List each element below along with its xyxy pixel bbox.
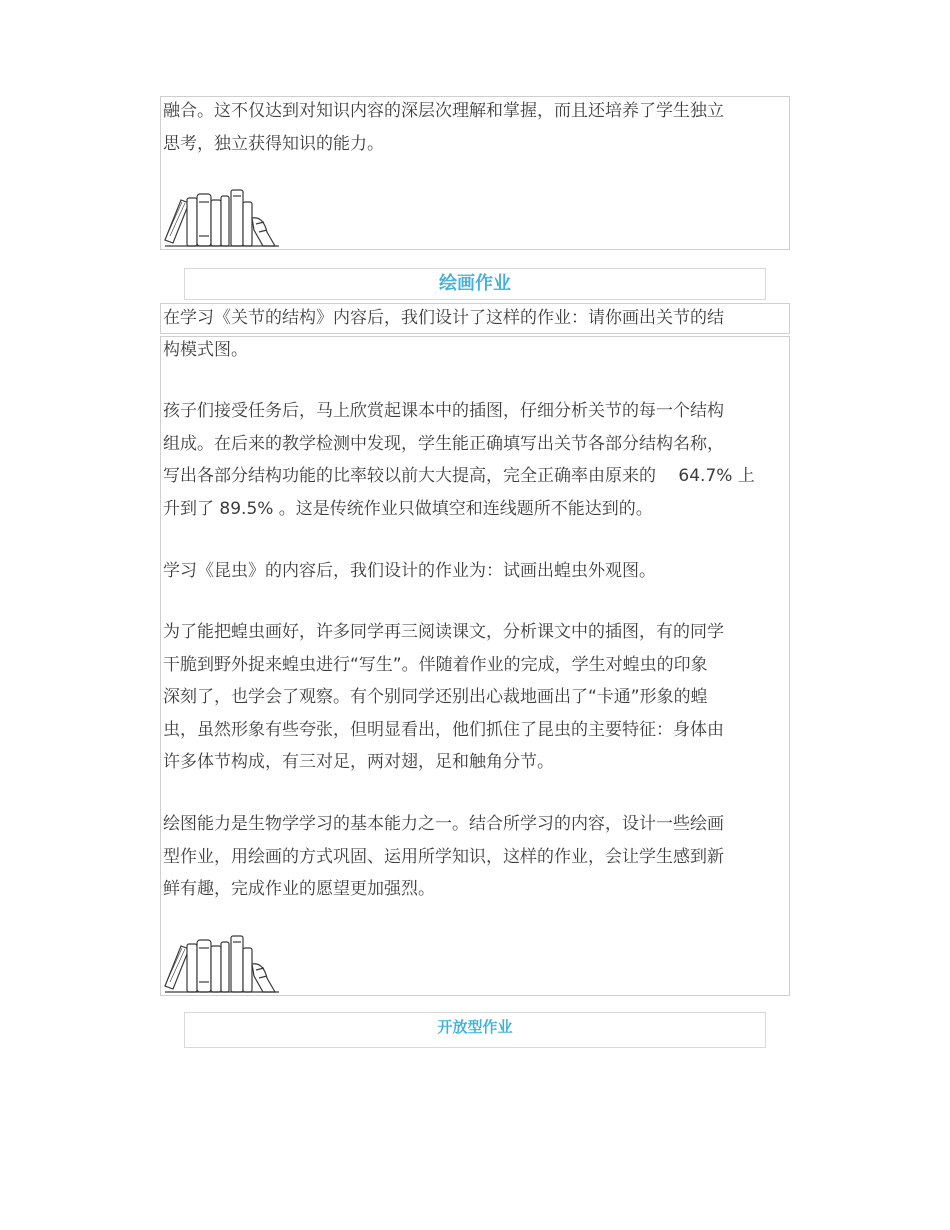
text-line: 深刻了，也学会了观察。有个别同学还别出心裁地画出了“卡通”形象的蝗 [163,687,708,707]
text-line: 为了能把蝗虫画好，许多同学再三阅读课文，分析课文中的插图，有的同学 [163,622,724,642]
text-line: 升到了 89.5% 。这是传统作业只做填空和连线题所不能达到的。 [163,498,653,519]
section-heading-open [184,1012,766,1048]
books-icon [163,934,281,994]
text-line: 孩子们接受任务后，马上欣赏起课本中的插图，仔细分析关节的每一个结构 [163,401,724,421]
text-line: 构模式图。 [163,340,248,360]
text-line: 虫，虽然形象有些夸张，但明显看出，他们抓住了昆虫的主要特征：身体由 [163,719,724,740]
paragraph-2e [163,808,783,906]
text-line: 思考，独立获得知识的能力。 [163,133,384,154]
books-icon [163,188,281,248]
intro-line [163,302,783,335]
text-line: 组成。在后来的教学检测中发现，学生能正确填写出关节各部分结构名称， [163,433,724,454]
heading-text: 开放型作业 [437,1018,513,1036]
paragraph-2b [163,395,783,525]
text-line: 学习《昆虫》的内容后，我们设计的作业为：试画出蝗虫外观图。 [163,561,656,581]
paragraph-2d [163,616,783,779]
text-line: 许多体节构成，有三对足，两对翅，足和触角分节。 [163,752,554,772]
heading-text: 绘画作业 [439,273,511,294]
text-line: 鲜有趣，完成作业的愿望更加强烈。 [163,879,435,899]
text-line: 在学习《关节的结构》内容后，我们设计了这样的作业：请你画出关节的结 [163,308,724,328]
text-line: 干脆到野外捉来蝗虫进行“写生”。伴随着作业的完成，学生对蝗虫的印象 [163,654,708,675]
paragraph-2c [163,555,783,588]
text-line: 写出各部分结构功能的比率较以前大大提高，完全正确率由原来的 64.7% 上 [163,466,755,486]
text-line: 型作业，用绘画的方式巩固、运用所学知识，这样的作业，会让学生感到新 [163,846,724,867]
paragraph-2a [163,334,783,367]
paragraph-1 [163,95,783,160]
section-heading-drawing [184,268,766,300]
text-line: 绘图能力是生物学学习的基本能力之一。结合所学习的内容，设计一些绘画 [163,814,724,834]
text-line: 融合。这不仅达到对知识内容的深层次理解和掌握，而且还培养了学生独立 [163,101,724,121]
